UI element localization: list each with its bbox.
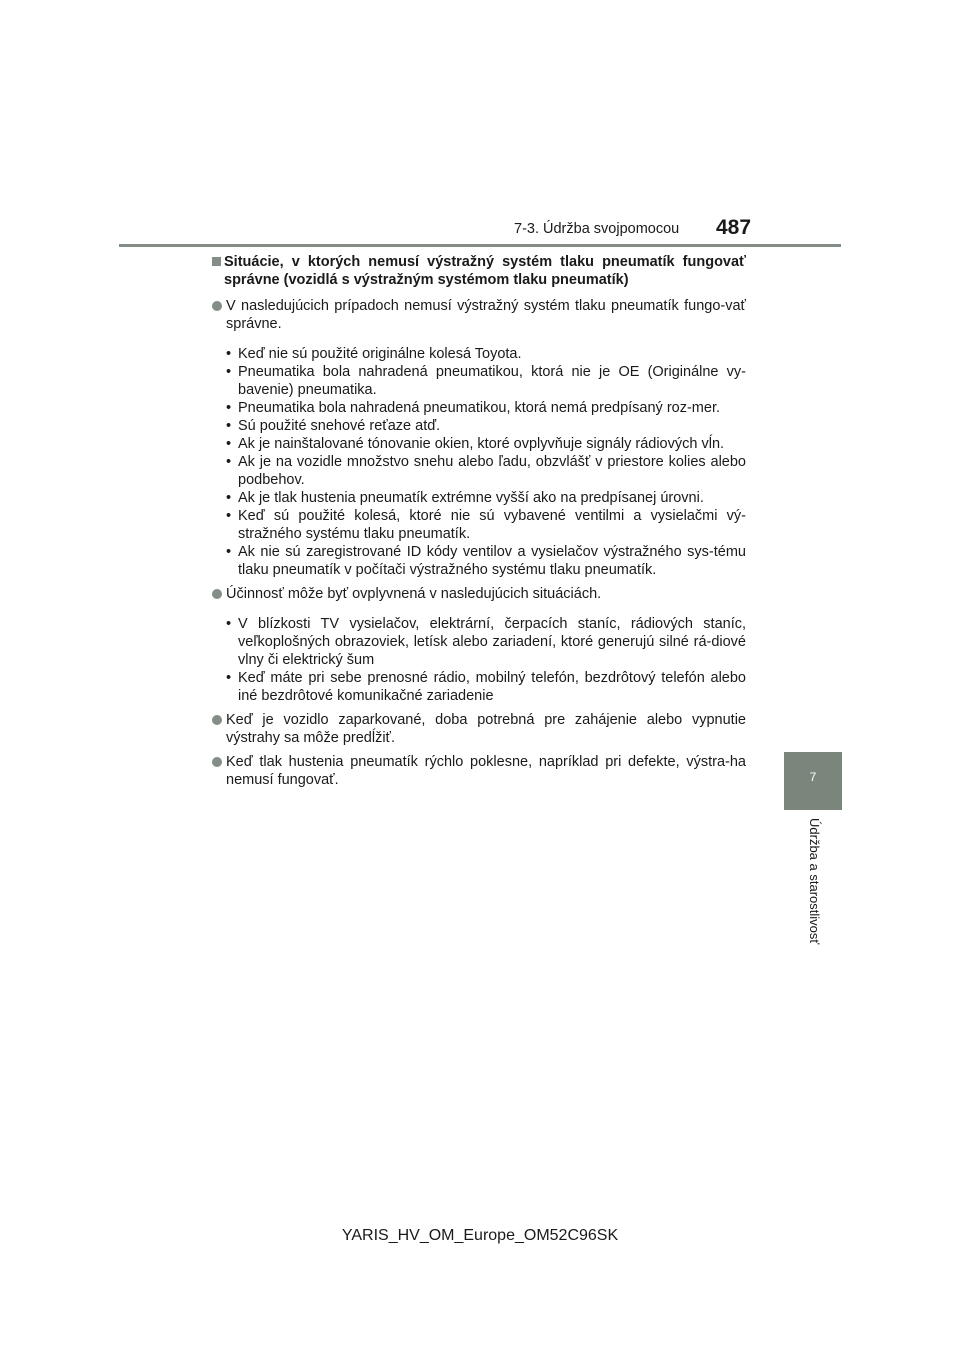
bullet-text: Keď tlak hustenia pneumatík rýchlo poklesne, napríklad pri defekte, výstra-ha nemusí fungovať. — [226, 754, 746, 788]
content — [212, 253, 746, 795]
sub-list-item — [212, 669, 746, 705]
section-heading-text: Situácie, v ktorých nemusí výstražný systém tlaku pneumatík fungovať správne (vozidlá s výstražným systémom tlaku pneumatík) — [224, 254, 746, 288]
circle-bullet-icon — [212, 301, 222, 311]
sub-list-item — [212, 399, 746, 417]
sub-list-item-text: Keď máte pri sebe prenosné rádio, mobilný telefón, bezdrôtový telefón alebo iné bezdrôtové komunikačné zariadenie — [238, 670, 746, 704]
dot-bullet-icon: • — [226, 400, 232, 416]
sub-list-item-text: Keď nie sú použité originálne kolesá Toyota. — [238, 346, 522, 362]
sub-list-item-text: Sú použité snehové reťaze atď. — [238, 418, 441, 434]
dot-bullet-icon: • — [226, 670, 232, 686]
bullet-item — [212, 585, 746, 603]
sub-list-item — [212, 363, 746, 399]
sub-list-item-text: Ak je na vozidle množstvo snehu alebo ľadu, obzvlášť v priestore kolies alebo podbehov. — [238, 454, 746, 488]
dot-bullet-icon: • — [226, 436, 232, 452]
bullet-item — [212, 753, 746, 789]
chapter-tab-title: Údržba a starostlivosť — [807, 818, 822, 945]
bullet-text: Keď je vozidlo zaparkované, doba potrebná pre zahájenie alebo vypnutie výstrahy sa môže predĺžiť. — [226, 712, 746, 746]
sub-list-item-text: Ak nie sú zaregistrované ID kódy ventilov a vysielačov výstražného sys-tému tlaku pneumatík v počítači výstražného systému tlaku pneumatík. — [238, 544, 746, 578]
sub-list-item — [212, 345, 746, 363]
dot-bullet-icon: • — [226, 454, 232, 470]
chapter-tab-number: 7 — [809, 770, 817, 784]
sub-list — [212, 345, 746, 579]
sub-list-item-text: Ak je nainštalované tónovanie okien, ktoré ovplyvňuje signály rádiových vĺn. — [238, 436, 725, 452]
bullet-text: Účinnosť môže byť ovplyvnená v nasledujúcich situáciách. — [226, 586, 602, 602]
sub-list-item-text: Pneumatika bola nahradená pneumatikou, ktorá nie je OE (Originálne vy-bavenie) pneumatika. — [238, 364, 746, 398]
sub-list — [212, 615, 746, 705]
sub-list-item-text: Pneumatika bola nahradená pneumatikou, ktorá nemá predpísaný roz-mer. — [238, 400, 721, 416]
dot-bullet-icon: • — [226, 508, 232, 524]
chapter-tab[interactable] — [784, 752, 842, 810]
sub-list-item — [212, 507, 746, 543]
sub-list-item-text: V blízkosti TV vysielačov, elektrární, čerpacích staníc, rádiových staníc, veľkoplošných obrazoviek, letísk alebo zariadení, ktoré generujú silné rá-diové vlny či elektrický šum — [238, 616, 746, 668]
dot-bullet-icon: • — [226, 616, 232, 632]
dot-bullet-icon: • — [226, 490, 232, 506]
bullet-list — [212, 297, 746, 789]
sub-list-item-text: Ak je tlak hustenia pneumatík extrémne vyšší ako na predpísanej úrovni. — [238, 490, 704, 506]
bullet-item — [212, 297, 746, 333]
square-bullet-icon — [212, 257, 221, 266]
circle-bullet-icon — [212, 589, 222, 599]
bullet-item — [212, 711, 746, 747]
bullet-text: V nasledujúcich prípadoch nemusí výstražný systém tlaku pneumatík fungo-vať správne. — [226, 298, 746, 332]
sub-list-item — [212, 417, 746, 435]
header-rule — [119, 244, 841, 247]
sub-list-item — [212, 543, 746, 579]
sub-list-item — [212, 489, 746, 507]
dot-bullet-icon: • — [226, 346, 232, 362]
dot-bullet-icon: • — [226, 364, 232, 380]
sub-list-item — [212, 453, 746, 489]
circle-bullet-icon — [212, 715, 222, 725]
circle-bullet-icon — [212, 757, 222, 767]
section-heading — [212, 253, 746, 289]
header-section-title: 7-3. Údržba svojpomocou — [514, 221, 680, 237]
sub-list-item — [212, 615, 746, 669]
dot-bullet-icon: • — [226, 544, 232, 560]
dot-bullet-icon: • — [226, 418, 232, 434]
sub-list-item-text: Keď sú použité kolesá, ktoré nie sú vybavené ventilmi a vysielačmi vý-stražného systému tlaku pneumatík. — [238, 508, 746, 542]
page-number: 487 — [716, 216, 752, 239]
footer-doc-id: YARIS_HV_OM_Europe_OM52C96SK — [341, 1227, 619, 1244]
sub-list-item — [212, 435, 746, 453]
